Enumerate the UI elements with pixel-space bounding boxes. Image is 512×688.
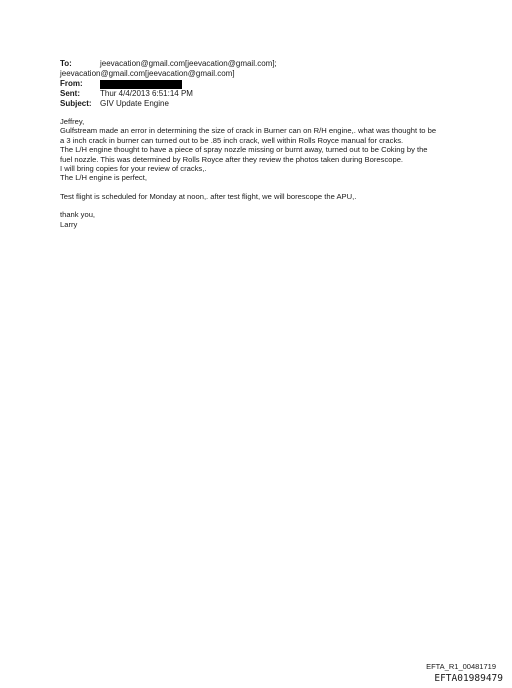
body-line: fuel nozzle. This was determined by Rolls Royce after they review the photos taken during Borescope. [60, 154, 404, 164]
to-row [60, 59, 480, 69]
body-line: The L/H engine is perfect, [60, 173, 147, 183]
body-line: The L/H engine thought to have a piece of spray nozzle missing or burnt away, turned out to be Coking by the [60, 145, 428, 155]
greeting: Jeffrey, [60, 117, 85, 126]
to-label: To: [60, 59, 72, 68]
sent-row [60, 89, 480, 99]
efta-number: EFTA01989479 [434, 673, 503, 684]
subject-label: Subject: [60, 99, 92, 108]
from-label: From: [60, 79, 83, 88]
body-line: Gulfstream made an error in determining the size of crack in Burner can on R/H engine,. what was thought to be [60, 126, 437, 136]
subject-row [60, 99, 480, 109]
to-value: jeevacation@gmail.com[jeevacation@gmail.com]; [100, 59, 277, 68]
bates-number: EFTA_R1_00481719 [426, 662, 496, 671]
email-header [60, 59, 480, 109]
subject-value: GIV Update Engine [100, 99, 169, 108]
sent-label: Sent: [60, 89, 80, 98]
body-line: I will bring copies for your review of cracks,. [60, 164, 207, 174]
signature: Larry [60, 219, 78, 229]
sent-value: Thur 4/4/2013 6:51:14 PM [100, 89, 193, 98]
test-flight-line: Test flight is scheduled for Monday at noon,. after test flight, we will borescope the APU,. [60, 191, 357, 201]
closing: thank you, [60, 210, 96, 220]
redaction-block [100, 80, 182, 89]
body-line: a 3 inch crack in burner can turned out to be .85 inch crack, well within Rolls Royce manual for cracks. [60, 135, 404, 145]
to-continuation: jeevacation@gmail.com[jeevacation@gmail.com] [60, 69, 235, 78]
to-continuation-row [60, 69, 480, 79]
from-row [60, 79, 480, 89]
email-body [60, 117, 480, 229]
